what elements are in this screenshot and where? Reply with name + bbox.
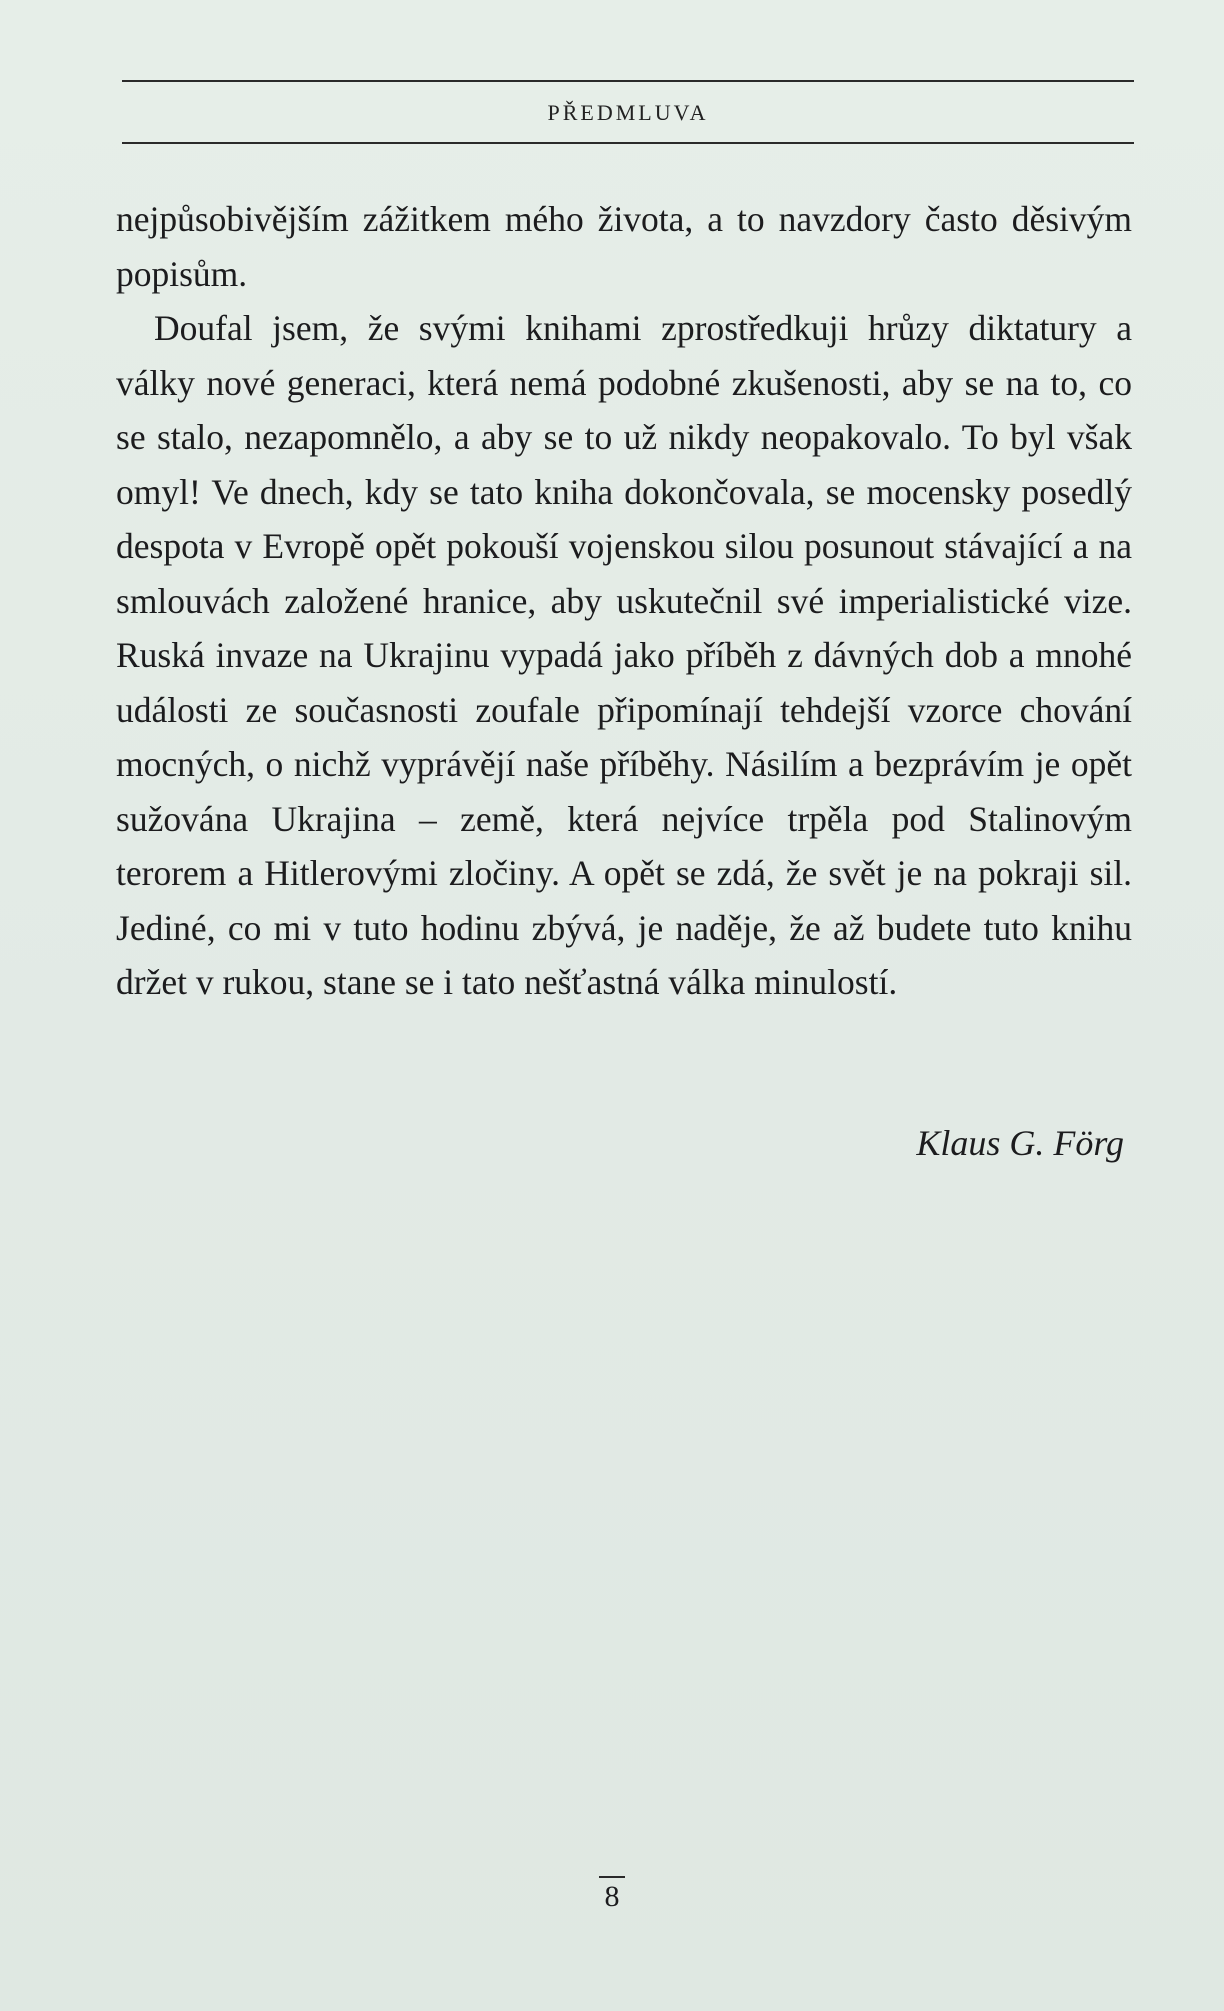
header-bottom-rule	[122, 142, 1134, 144]
paragraph-main: Doufal jsem, že svými knihami zprostředkuji hrůzy diktatury a války nové generaci, která nemá podobné zkušenosti, aby se na to, co se stalo, nezapomnělo, a aby se to už nikdy neopakovalo. To byl však omyl! Ve dnech, kdy se tato kniha dokončovala, se mocensky posedlý despota v Evropě opět pokouší vojenskou silou posunout stávající a na smlouvách založené hranice, aby uskutečnil své imperialistické vize. Ruská invaze na Ukrajinu vypadá jako příběh z dávných dob a mnohé události ze současnosti zoufale připomínají tehdejší vzorce chování mocných, o nichž vyprávějí naše příběhy. Násilím a bezprávím je opět sužována Ukrajina – země, která nejvíce trpěla pod Stalinovým terorem a Hitlerovými zločiny. A opět se zdá, že svět je na pokraji sil. Jediné, co mi v tuto hodinu zbývá, je naděje, že až budete tuto knihu držet v rukou, stane se i tato nešťastná válka minulostí.	[116, 308, 1132, 1002]
page-number-block	[0, 1876, 1224, 1914]
page-number: 8	[599, 1876, 625, 1914]
header-title: PŘEDMLUVA	[547, 100, 709, 125]
body-text	[116, 192, 1132, 1010]
author-signature: Klaus G. Förg	[916, 1123, 1124, 1163]
paragraph-continuation: nejpůsobivějším zážitkem mého života, a to navzdory často děsivým popisům.	[116, 199, 1132, 294]
running-header	[122, 80, 1134, 144]
